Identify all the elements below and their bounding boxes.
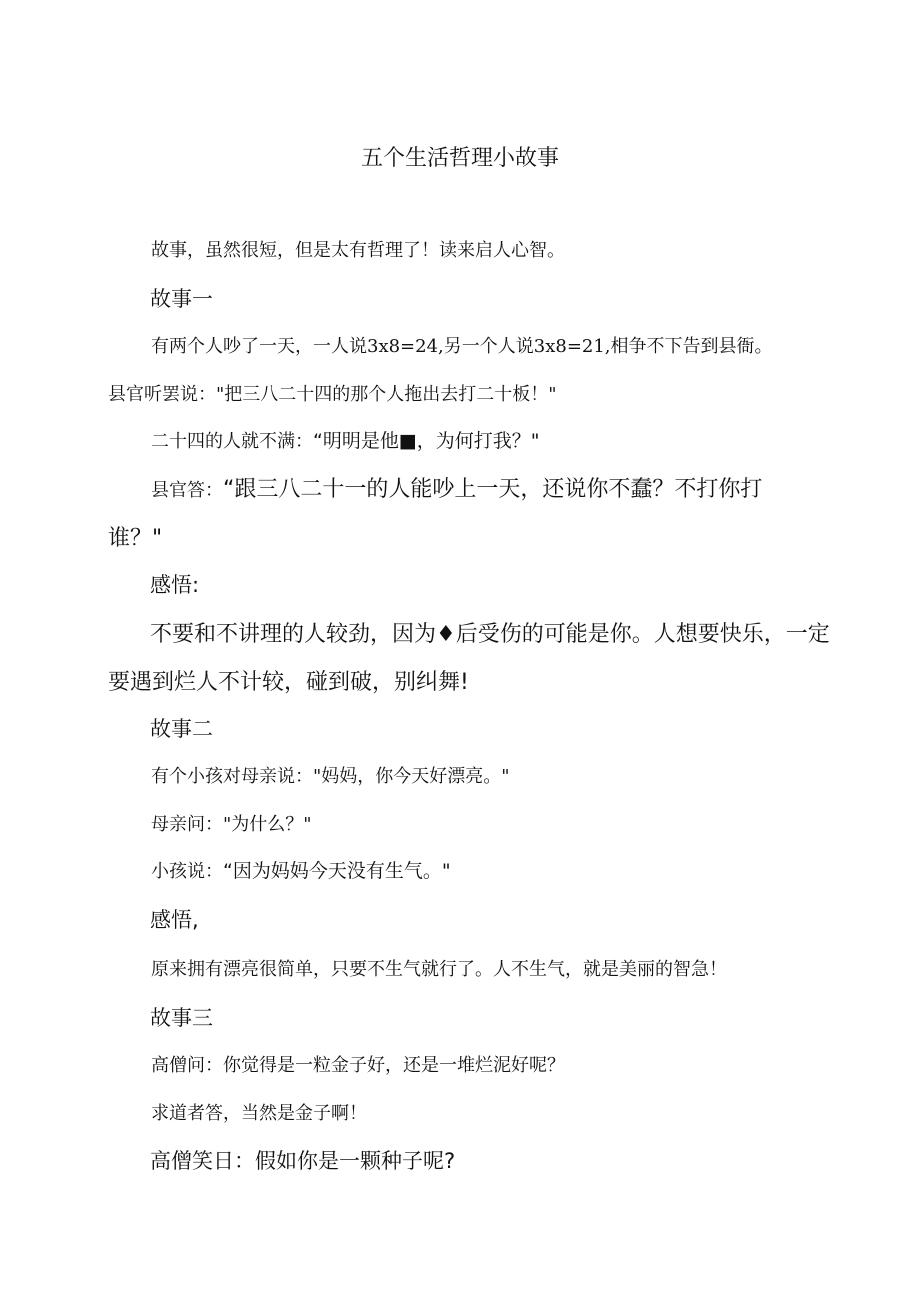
story2-paragraph1: 有个小孩对母亲说："妈妈，你今天好漂亮。" [151, 766, 510, 787]
story1-heading: 故事一 [150, 287, 213, 311]
story2-paragraph3-quote: “因为妈妈今天没有生气。" [223, 860, 451, 882]
story1-paragraph3-line2: 谁？" [108, 526, 163, 551]
story1-paragraph3-text: “跟三八二十一的人能吵上一天，还说你不蠢？不打你打 [223, 477, 763, 502]
story3-paragraph1: 高僧问：你觉得是一粒金子好，还是一堆烂泥好呢？ [151, 1055, 565, 1076]
story1-paragraph2-quote: “明明是他■，为何打我？" [313, 430, 540, 452]
story2-paragraph2: 母亲问："为什么？" [151, 814, 312, 835]
story1-paragraph3-prefix: 县官答： [151, 480, 223, 501]
story2-paragraph3 [151, 856, 451, 883]
story1-paragraph1-line1: 有两个人吵了一天，一人说3x8=24,另一个人说3x8=21,相争不下告到县衙。 [151, 336, 773, 357]
story1-insight-label: 感悟: [150, 573, 200, 597]
story1-paragraph2-prefix: 二十四的人就不满： [151, 431, 313, 452]
story2-insight-label: 感悟, [150, 908, 199, 932]
story3-paragraph3: 高僧笑日：假如你是一颗种子呢? [150, 1149, 456, 1173]
story3-paragraph2: 求道者答，当然是金子啊！ [151, 1103, 367, 1124]
story1-paragraph1-line2: 县官听罢说："把三八二十四的那个人拖出去打二十板！" [108, 384, 557, 405]
story2-insight: 原来拥有漂亮很简单，只要不生气就行了。人不生气，就是美丽的智急！ [151, 959, 727, 980]
story1-insight-line2: 要遇到烂人不计较，碰到破，别纠舞! [108, 670, 469, 695]
story1-insight-line1: 不要和不讲理的人较劲，因为♦后受伤的可能是你。人想要快乐，一定 [150, 622, 830, 647]
document-title: 五个生活哲理小故事 [360, 146, 559, 171]
story1-paragraph3-line1 [151, 472, 762, 503]
story2-heading: 故事二 [150, 717, 213, 741]
intro-paragraph: 故事，虽然很短，但是太有哲理了！读来启人心智。 [151, 240, 565, 261]
story1-paragraph2 [151, 426, 540, 453]
story3-heading: 故事三 [150, 1006, 213, 1030]
story2-paragraph3-prefix: 小孩说： [151, 861, 223, 882]
